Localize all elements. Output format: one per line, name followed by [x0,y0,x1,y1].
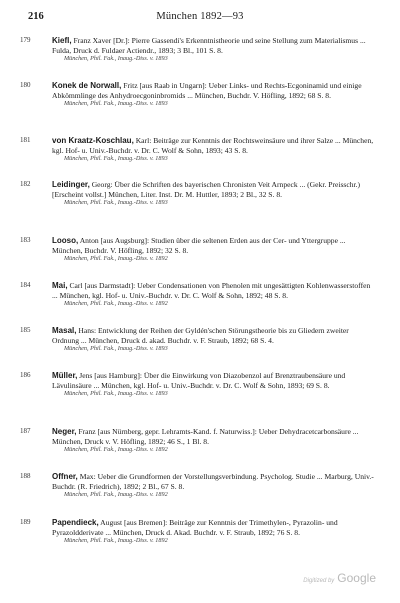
entry-note: München, Phil. Fak., Inaug.-Diss. v. 1893 [64,55,168,63]
entry-author: Looso, [52,236,79,245]
entry-author: Masal, [52,326,77,335]
entry-author: Konek de Norwall, [52,81,122,90]
bibliography-entry [20,472,376,499]
bibliography-entry [20,326,376,353]
entry-text: Georg: Über die Schriften des bayerischen Chronisten Veit Arnpeck ... (Gekr. Preisschr.) [Erscheint vollst.] München, Liter. Inst. Dr. M. Huttler, 1893; 2 Bl., 32 S. 8. [52,180,361,199]
running-header [28,11,372,25]
bibliography-entry [20,236,376,263]
bibliography-entry [20,427,376,454]
bibliography-entry [20,518,376,545]
entry-note: München, Phil. Fak., Inaug.-Diss. v. 1893 [64,155,168,163]
entry-number: 180 [20,81,31,89]
entry-text: Karl: Beiträge zur Kenntnis der Rochtsweinsäure und ihrer Salze ... München, kgl. Hof- u. Univ.-Buchdr. v. Dr. C. Wolf & Sohn, 1893; 43 S. 8. [52,136,374,155]
page-number: 216 [28,11,44,22]
entry-author: von Kraatz-Koschlau, [52,136,134,145]
watermark-prefix: Digitized by [303,578,335,584]
entry-note: München, Phil. Fak., Inaug.-Diss. v. 1892 [64,537,168,545]
entry-author: Mai, [52,281,68,290]
entry-author: Müller, [52,371,78,380]
entry-note: München, Phil. Fak., Inaug.-Diss. v. 1892 [64,255,168,263]
page-title: München 1892—93 [156,11,244,22]
entry-author: Papendieck, [52,518,99,527]
bibliography-entry [20,371,376,398]
entry-text: Max: Ueber die Grundformen der Vorstellungsverbindung. Psycholog. Studie ... Marburg, Univ.-Buchdr. (R. Friedrich), 1892; 2 Bl., 67 S. 8. [52,472,374,491]
entry-note: München, Phil. Fak., Inaug.-Diss. v. 1893 [64,100,168,108]
google-watermark [303,569,376,587]
entry-text: August [aus Bremen]: Beiträge zur Kenntnis der Trimethylen-, Pyrazolin- und Pyrazoldderivate ... München, Druck d. Akad. Buchdr. v. F. Straub, 1892; 76 S. 8. [52,518,338,537]
entry-note: München, Phil. Fak., Inaug.-Diss. v. 1893 [64,199,168,207]
entry-note: München, Phil. Fak., Inaug.-Diss. v. 1892 [64,300,168,308]
entry-text: Franz [aus Nürnberg, gepr. Lehramts-Kand. f. Naturwiss.]: Ueber Dehydracetcarbonsäure ... München, Druck v. V. Höfling, 1892; 46 S., 1 Bl. 8. [52,427,359,446]
entry-text: Hans: Entwicklung der Reihen der Gyldén'schen Störungstheorie bis zu Gliedern zweiter Ordnung ... München, Druck d. akad. Buchdr. v. F. Straub, 1892; 68 S. 4. [52,326,349,345]
entry-note: München, Phil. Fak., Inaug.-Diss. v. 1892 [64,446,168,454]
entry-note: München, Phil. Fak., Inaug.-Diss. v. 1893 [64,390,168,398]
entry-author: Leidinger, [52,180,90,189]
entry-number: 187 [20,427,31,435]
entry-number: 181 [20,136,31,144]
bibliography-entry [20,36,376,63]
entry-text: Franz Xaver [Dr.]: Pierre Gassendi's Erkenntnistheorie und seine Stellung zum Materialismus ... Fulda, Druck d. Fuldaer Actiendr., 1893; 3 Bl., 101 S. 8. [52,36,366,55]
entry-number: 179 [20,36,31,44]
entry-text: Fritz [aus Raab in Ungarn]: Ueber Links- und Rechts-Ecgoninamid und einige Abkömmlinge des Anhydroecgoninbromids ... München, Buchdr. V. Höfling, 1892; 68 S. 8. [52,81,362,100]
entry-number: 185 [20,326,31,334]
entry-number: 186 [20,371,31,379]
entry-number: 188 [20,472,31,480]
bibliography-entry [20,180,376,207]
bibliography-entry [20,136,376,163]
entry-text: Carl [aus Darmstadt]: Ueber Condensationen von Phenolen mit ungesättigten Kohlenwasserstoffen ... München, kgl. Hof- u. Univ.-Buchdr. v. Dr. C. Wolf & Sohn, 1892; 48 S. 8. [52,281,371,300]
entry-number: 182 [20,180,31,188]
bibliography-entry [20,81,376,108]
entry-number: 184 [20,281,31,289]
entry-author: Neger, [52,427,77,436]
entry-author: Offner, [52,472,78,481]
bibliography-entry [20,281,376,308]
watermark-brand: Google [337,571,376,585]
entry-note: München, Phil. Fak., Inaug.-Diss. v. 1892 [64,491,168,499]
entry-text: Jens [aus Hamburg]: Über die Einwirkung von Diazobenzol auf Brenztraubensäure und Lävulinsäure ... München, kgl. Hof- u. Univ.-Buchdr. v. Dr. C. Wolf & Sohn, 1893; 69 S. 8. [52,371,346,390]
entry-text: Anton [aus Augsburg]: Studien über die seltenen Erden aus der Cer- und Yttergruppe ... München, Buchdr. V. Höfling, 1892; 32 S. 8. [52,236,346,255]
entry-number: 189 [20,518,31,526]
entry-note: München, Phil. Fak., Inaug.-Diss. v. 1893 [64,345,168,353]
entry-number: 183 [20,236,31,244]
entry-author: Kiefl, [52,36,72,45]
